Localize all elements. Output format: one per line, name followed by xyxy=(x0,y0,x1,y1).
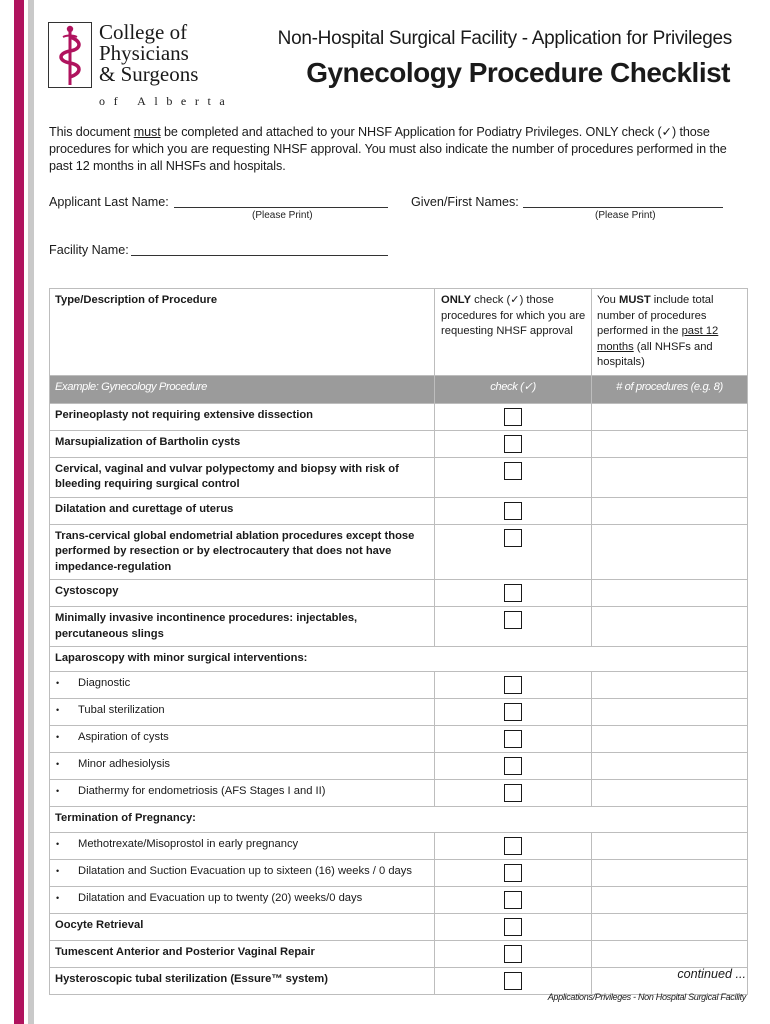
procedure-label: Perineoplasty not requiring extensive dissection xyxy=(50,403,435,430)
intro-part-1: This document xyxy=(49,125,134,139)
procedure-checkbox[interactable] xyxy=(504,502,522,520)
header-type-label: Type/Description of Procedure xyxy=(55,294,218,306)
count-cell[interactable] xyxy=(592,860,748,887)
org-line-4: of Alberta xyxy=(99,94,234,108)
bullet: • xyxy=(56,732,60,742)
check-cell xyxy=(435,457,592,497)
facility-field[interactable] xyxy=(131,255,388,256)
count-cell[interactable] xyxy=(592,887,748,914)
procedure-checkbox[interactable] xyxy=(504,584,522,602)
procedure-text: Dilatation and Evacuation up to twenty (20) weeks/0 days xyxy=(78,892,363,904)
procedure-text: Methotrexate/Misoprostol in early pregnancy xyxy=(78,838,299,850)
check-cell xyxy=(435,726,592,753)
procedure-label xyxy=(50,887,435,914)
procedure-checkbox[interactable] xyxy=(504,757,522,775)
header-count-must: MUST xyxy=(619,294,651,306)
procedure-checkbox[interactable] xyxy=(504,408,522,426)
table-row xyxy=(50,887,748,914)
check-cell xyxy=(435,780,592,807)
side-bar xyxy=(28,0,34,1024)
table-header xyxy=(50,289,748,376)
org-line-2: Physicians xyxy=(99,41,189,65)
procedure-text: Tubal sterilization xyxy=(78,704,165,716)
bullet: • xyxy=(56,786,60,796)
check-cell xyxy=(435,580,592,607)
procedure-checkbox[interactable] xyxy=(504,529,522,547)
header-count-underline: past 12 months xyxy=(597,325,719,353)
procedure-checkbox[interactable] xyxy=(504,611,522,629)
procedure-label: Cervical, vaginal and vulvar polypectomy and biopsy with risk of bleeding requiring surgical control xyxy=(50,457,435,497)
count-cell[interactable] xyxy=(592,672,748,699)
check-cell xyxy=(435,914,592,941)
table-row xyxy=(50,647,748,672)
procedure-label xyxy=(50,699,435,726)
table-row xyxy=(50,753,748,780)
last-name-field[interactable] xyxy=(174,207,388,208)
table-row xyxy=(50,497,748,524)
count-cell[interactable] xyxy=(592,607,748,647)
procedure-checkbox[interactable] xyxy=(504,972,522,990)
procedure-label xyxy=(50,753,435,780)
procedure-label: Dilatation and curettage of uterus xyxy=(50,497,435,524)
bullet: • xyxy=(56,893,60,903)
given-name-label: Given/First Names: xyxy=(411,195,519,209)
check-cell xyxy=(435,403,592,430)
table-row xyxy=(50,607,748,647)
procedure-text: Aspiration of cysts xyxy=(78,731,169,743)
check-cell xyxy=(435,430,592,457)
table-row xyxy=(50,524,748,580)
bullet: • xyxy=(56,678,60,688)
table-row xyxy=(50,860,748,887)
intro-part-2: be completed and attached to your NHSF Application for Podiatry Privileges. ONLY check (✓) those procedures for which you are requesting NHSF approval. You must also indicate the number of procedures performed in the past 12 months in all NHSFs and hospitals. xyxy=(49,125,727,173)
header-count-b: include total number of procedures performed in the xyxy=(597,294,714,337)
procedure-label xyxy=(50,860,435,887)
procedure-checkbox[interactable] xyxy=(504,918,522,936)
logo xyxy=(48,20,234,112)
table-row xyxy=(50,968,748,995)
procedure-checkbox[interactable] xyxy=(504,462,522,480)
procedure-table xyxy=(49,288,748,995)
count-cell[interactable] xyxy=(592,699,748,726)
table-row xyxy=(50,726,748,753)
table-row xyxy=(50,457,748,497)
procedure-text: Diagnostic xyxy=(78,677,131,689)
header-count xyxy=(592,289,748,376)
example-label: Example: Gynecology Procedure xyxy=(50,375,435,403)
table-row xyxy=(50,403,748,430)
header-type xyxy=(50,289,435,376)
check-cell xyxy=(435,833,592,860)
count-cell[interactable] xyxy=(592,524,748,580)
procedure-label xyxy=(50,726,435,753)
check-cell xyxy=(435,607,592,647)
procedure-label: Minimally invasive incontinence procedures: injectables, percutaneous slings xyxy=(50,607,435,647)
check-cell xyxy=(435,672,592,699)
procedure-label xyxy=(50,672,435,699)
header-check-text: check (✓) those procedures for which you are requesting NHSF approval xyxy=(441,294,586,337)
table-row xyxy=(50,807,748,833)
procedure-checkbox[interactable] xyxy=(504,676,522,694)
count-cell[interactable] xyxy=(592,914,748,941)
procedure-checkbox[interactable] xyxy=(504,864,522,882)
procedure-checkbox[interactable] xyxy=(504,837,522,855)
procedure-label: Oocyte Retrieval xyxy=(50,914,435,941)
count-cell[interactable] xyxy=(592,726,748,753)
last-name-hint: (Please Print) xyxy=(252,210,313,221)
org-line-3: & Surgeons xyxy=(99,62,199,86)
procedure-label: Hysteroscopic tubal sterilization (Essure™ system) xyxy=(50,968,435,995)
last-name-label: Applicant Last Name: xyxy=(49,195,169,209)
table-row xyxy=(50,833,748,860)
caduceus-icon xyxy=(48,22,92,88)
org-name xyxy=(99,22,198,85)
section-label: Termination of Pregnancy: xyxy=(50,807,748,833)
procedure-checkbox[interactable] xyxy=(504,703,522,721)
count-cell[interactable] xyxy=(592,403,748,430)
bullet: • xyxy=(56,759,60,769)
page-title: Gynecology Procedure Checklist xyxy=(306,57,730,88)
procedure-checkbox[interactable] xyxy=(504,945,522,963)
intro-must: must xyxy=(133,125,161,139)
procedure-text: Dilatation and Suction Evacuation up to sixteen (16) weeks / 0 days xyxy=(78,865,412,877)
header-count-c: (all NHSFs and hospitals) xyxy=(597,340,713,368)
check-cell xyxy=(435,941,592,968)
procedure-checkbox[interactable] xyxy=(504,435,522,453)
header-check xyxy=(435,289,592,376)
count-cell[interactable] xyxy=(592,580,748,607)
example-count: # of procedures (e.g. 8) xyxy=(592,375,748,403)
table-row xyxy=(50,699,748,726)
count-cell[interactable] xyxy=(592,941,748,968)
facility-label: Facility Name: xyxy=(49,243,129,257)
given-name-hint: (Please Print) xyxy=(595,210,656,221)
procedure-checkbox[interactable] xyxy=(504,784,522,802)
procedure-checkbox[interactable] xyxy=(504,891,522,909)
check-cell xyxy=(435,497,592,524)
example-check: check (✓) xyxy=(435,375,592,403)
check-cell xyxy=(435,968,592,995)
table-row xyxy=(50,914,748,941)
procedure-label xyxy=(50,833,435,860)
table-row xyxy=(50,580,748,607)
procedure-label: Cystoscopy xyxy=(50,580,435,607)
procedure-text: Diathermy for endometriosis (AFS Stages I and II) xyxy=(78,785,326,797)
section-label: Laparoscopy with minor surgical interventions: xyxy=(50,647,748,672)
example-row xyxy=(50,375,748,403)
count-cell[interactable] xyxy=(592,497,748,524)
procedure-label xyxy=(50,780,435,807)
bullet: • xyxy=(56,866,60,876)
org-line-1: College of xyxy=(99,20,188,44)
given-name-field[interactable] xyxy=(523,207,723,208)
document-subtitle: Non-Hospital Surgical Facility - Application for Privileges xyxy=(277,28,732,49)
footer-text: Applications/Privileges - Non Hospital Surgical Facility xyxy=(547,992,746,1002)
procedure-checkbox[interactable] xyxy=(504,730,522,748)
count-cell[interactable] xyxy=(592,457,748,497)
procedure-label: Trans-cervical global endometrial ablation procedures except those performed by resection or by electrocautery that does not have impedance-regulation xyxy=(50,524,435,580)
procedure-label: Tumescent Anterior and Posterior Vaginal Repair xyxy=(50,941,435,968)
table-row xyxy=(50,941,748,968)
table-row xyxy=(50,430,748,457)
count-cell[interactable] xyxy=(592,833,748,860)
procedure-label: Marsupialization of Bartholin cysts xyxy=(50,430,435,457)
check-cell xyxy=(435,887,592,914)
continued-note: continued ... xyxy=(677,967,746,981)
header-count-a: You xyxy=(597,294,619,306)
table-row xyxy=(50,672,748,699)
count-cell[interactable] xyxy=(592,430,748,457)
check-cell xyxy=(435,753,592,780)
header-check-only: ONLY xyxy=(441,294,472,306)
instructions xyxy=(49,124,749,175)
check-cell xyxy=(435,524,592,580)
table-row xyxy=(50,780,748,807)
accent-bar xyxy=(14,0,24,1024)
count-cell[interactable] xyxy=(592,753,748,780)
bullet: • xyxy=(56,839,60,849)
check-cell xyxy=(435,860,592,887)
count-cell[interactable] xyxy=(592,780,748,807)
procedure-text: Minor adhesiolysis xyxy=(78,758,171,770)
bullet: • xyxy=(56,705,60,715)
check-cell xyxy=(435,699,592,726)
